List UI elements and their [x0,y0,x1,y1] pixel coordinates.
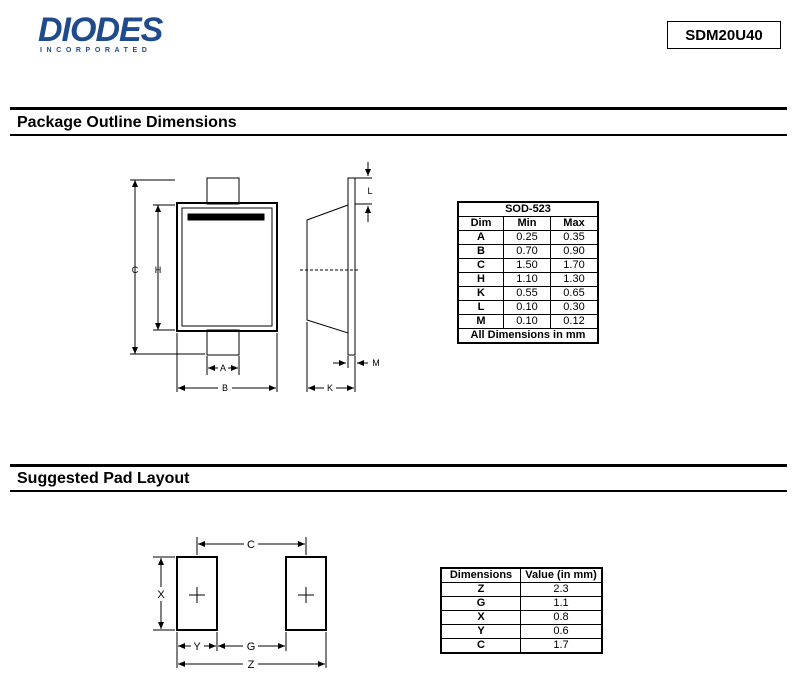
table-cell: 2.3 [521,583,603,597]
label-y: Y [193,641,201,653]
table-footer: All Dimensions in mm [458,329,598,344]
section-title-pad-layout: Suggested Pad Layout [17,470,190,487]
table-cell: 0.10 [504,301,551,315]
section-rule-bottom [10,134,787,136]
table-cell: 1.70 [551,259,599,273]
table-cell: 0.65 [551,287,599,301]
label-c: C [247,539,255,551]
label-g: G [246,641,256,653]
table-row [458,231,598,245]
package-body-inner [182,208,272,326]
label-z: Z [247,659,255,671]
logo-subtext: INCORPORATED [40,47,152,54]
label-c: C [131,265,139,275]
label-l: L [367,186,373,196]
package-outline-drawing [120,150,400,400]
label-x: X [157,589,165,601]
label-h: H [154,265,162,275]
table-cell: 0.10 [504,315,551,329]
pad-dimensions-table [440,567,603,654]
table-cell: 0.6 [521,625,603,639]
logo-text: DIODES [38,11,163,49]
pad-layout-drawing [140,525,340,675]
table-cell: 0.35 [551,231,599,245]
table-row [458,273,598,287]
table-cell: 0.30 [551,301,599,315]
section-rule-top [10,107,787,110]
table-row [458,245,598,259]
table-row [441,625,602,639]
column-header: Min [504,217,551,231]
column-header: Value (in mm) [521,568,603,583]
table-cell: K [458,287,504,301]
table-cell: L [458,301,504,315]
table-cell: 0.12 [551,315,599,329]
table-cell: 0.8 [521,611,603,625]
column-header: Max [551,217,599,231]
column-header: Dimensions [441,568,521,583]
side-body [307,205,348,333]
label-m: M [372,358,380,368]
table-row [458,287,598,301]
section-title-package-outline: Package Outline Dimensions [17,114,237,131]
table-cell: C [441,639,521,654]
part-number: SDM20U40 [685,26,763,44]
table-cell: 0.55 [504,287,551,301]
table-cell: G [441,597,521,611]
section-rule-top [10,464,787,467]
table-cell: B [458,245,504,259]
table-cell: 0.70 [504,245,551,259]
table-cell: 1.10 [504,273,551,287]
table-cell: 0.90 [551,245,599,259]
table-cell: 0.25 [504,231,551,245]
table-row [441,611,602,625]
bottom-lead [207,330,239,355]
table-cell: 1.30 [551,273,599,287]
cathode-band [188,214,264,220]
table-row [458,301,598,315]
outline-dimensions-table [457,201,599,344]
label-b: B [221,383,229,393]
table-cell: 1.50 [504,259,551,273]
table-row [458,259,598,273]
table-row [441,583,602,597]
table-cell: A [458,231,504,245]
table-row [441,597,602,611]
table-row [441,639,602,654]
table-cell: M [458,315,504,329]
diodes-logo [38,10,198,55]
table-cell: X [441,611,521,625]
label-a: A [219,363,227,373]
package-body [177,203,277,331]
column-header: Dim [458,217,504,231]
side-lead [348,178,355,355]
section-rule-bottom [10,490,787,492]
part-number-box [667,21,781,49]
table-cell: 1.7 [521,639,603,654]
table-cell: 1.1 [521,597,603,611]
label-k: K [326,383,334,393]
table-cell: Z [441,583,521,597]
top-lead [207,178,239,204]
table-cell: C [458,259,504,273]
table-cell: H [458,273,504,287]
table-cell: Y [441,625,521,639]
table-package-name: SOD-523 [458,202,598,217]
table-row [458,315,598,329]
